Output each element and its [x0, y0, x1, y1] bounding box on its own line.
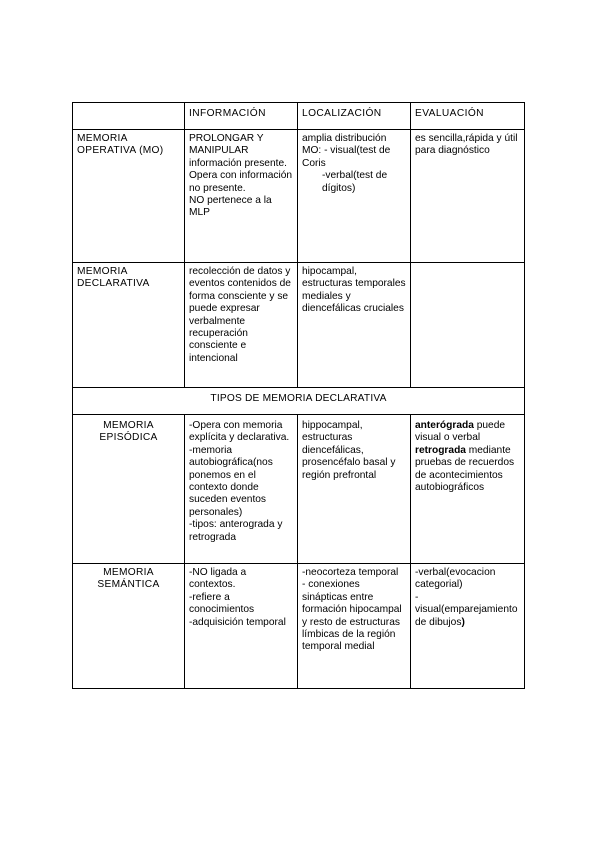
header-evaluacion: EVALUACIÓN	[411, 103, 525, 130]
semantica-localizacion-neocorteza: -neocorteza temporal	[302, 567, 399, 578]
semantica-informacion	[185, 564, 298, 689]
row-memoria-semantica	[73, 564, 525, 689]
semantica-evaluacion-visual-text: -visual(emparejamiento de dibujos	[415, 591, 518, 628]
row-memoria-episodica	[73, 415, 525, 564]
episodica-evaluacion-text-1: puede visual o verbal	[415, 420, 506, 444]
operativa-localizacion-visual: amplia distribución MO: - visual(test de Coris	[302, 133, 391, 169]
header-localizacion: LOCALIZACIÓN	[298, 103, 411, 130]
label-line-2: DECLARATIVA	[77, 278, 150, 290]
episodica-localizacion: hippocampal, estructuras diencefálicas, prosencéfalo basal y región prefrontal	[298, 415, 411, 564]
episodica-informacion-autobiografica: -memoria autobiográfica(nos ponemos en el contexto donde suceden eventos personales)	[189, 444, 273, 518]
episodica-informacion	[185, 415, 298, 564]
memory-types-table	[72, 102, 525, 689]
semantica-evaluacion-verbal: -verbal(evocacion categorial)	[415, 567, 496, 591]
header-empty-cell	[73, 103, 185, 130]
episodica-anterograda-term: anterógrada	[415, 420, 474, 431]
declarativa-informacion: recolección de datos y eventos contenidos de forma consciente y se puede expresar verbalmente recuperación consciente e intencional	[185, 263, 298, 388]
row-memoria-declarativa	[73, 263, 525, 388]
label-memoria-declarativa	[73, 263, 185, 388]
label-memoria-operativa	[73, 130, 185, 263]
label-line-2: SEMÁNTICA	[97, 579, 160, 591]
episodica-informacion-explicita: -Opera con memoria explícita y declarativa.	[189, 420, 290, 444]
episodica-evaluacion-text-2: mediante pruebas de recuerdos de acontecimientos autobiográficos	[415, 444, 515, 494]
header-row	[73, 103, 525, 130]
semantica-localizacion	[298, 564, 411, 689]
label-line-1: MEMORIA	[103, 567, 154, 578]
label-line-1: MEMORIA	[103, 420, 154, 431]
declarativa-evaluacion	[411, 263, 525, 388]
semantica-localizacion-conexiones: - conexiones sinápticas entre formación hipocampal y resto de estructuras límbicas de la región temporal medial	[302, 579, 402, 653]
semantica-evaluacion	[411, 564, 525, 689]
label-memoria-episodica	[73, 415, 185, 564]
label-line-2: OPERATIVA (MO)	[77, 145, 164, 157]
declarativa-localizacion: hipocampal, estructuras temporales mediales y diencefálicas cruciales	[298, 263, 411, 388]
header-informacion: INFORMACIÓN	[185, 103, 298, 130]
operativa-informacion-mlp: NO pertenece a la MLP	[189, 195, 272, 219]
section-row	[73, 388, 525, 415]
episodica-informacion-tipos: -tipos: anterograda y retrograda	[189, 519, 283, 543]
label-line-2: EPISÓDICA	[99, 432, 158, 444]
label-line-1: MEMORIA	[77, 133, 128, 144]
label-memoria-semantica	[73, 564, 185, 689]
section-title: TIPOS DE MEMORIA DECLARATIVA	[73, 388, 525, 415]
label-line-1: MEMORIA	[77, 266, 128, 277]
operativa-informacion-text: PROLONGAR Y MANIPULAR información presente. Opera con información no presente.	[189, 133, 293, 194]
semantica-informacion-contextos: -NO ligada a contextos.	[189, 567, 247, 591]
row-memoria-operativa	[73, 130, 525, 263]
episodica-retrograda-term: retrograda	[415, 444, 466, 456]
semantica-evaluacion-visual	[415, 592, 520, 629]
episodica-evaluacion	[411, 415, 525, 564]
semantica-evaluacion-visual-close: )	[461, 616, 465, 628]
operativa-localizacion-verbal: -verbal(test de dígitos)	[322, 170, 388, 194]
semantica-informacion-conocimientos: -refiere a conocimientos	[189, 591, 255, 616]
semantica-informacion-adquisicion: -adquisición temporal	[189, 616, 286, 628]
operativa-informacion	[185, 130, 298, 263]
operativa-localizacion	[298, 130, 411, 263]
operativa-evaluacion: es sencilla,rápida y útil para diagnóstico	[411, 130, 525, 263]
